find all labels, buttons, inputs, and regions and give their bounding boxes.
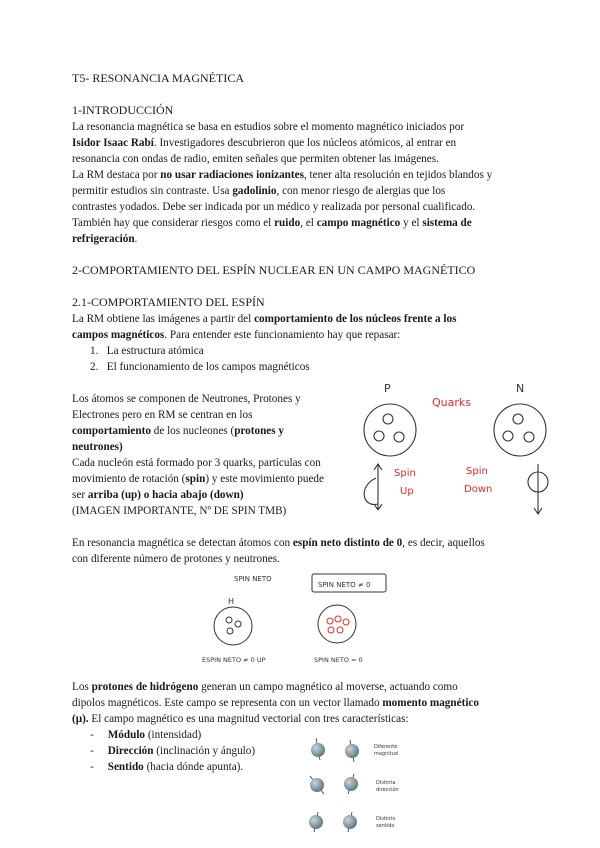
net-spin-line-1: En resonancia magnética se detectan átomos con espín neto distinto de 0, es decir, aquellos (72, 537, 485, 549)
spin-neto-bottom-right: SPIN NETO = 0 (314, 656, 363, 664)
spin-up-label-2: Up (400, 486, 414, 497)
dipole-ball (345, 744, 359, 758)
intro-line-2: Isidor Isaac Rabí. Investigadores descubrieron que los núcleos atómicos, al entrar en (72, 137, 457, 149)
atom-line-5: Cada nucleón está formado por 3 quarks, partículas con (72, 457, 321, 469)
characteristic-3: - Sentido (hacia dónde apunta). (90, 761, 244, 773)
hydrogen-line-3: (μ). El campo magnético es una magnitud vectorial con tres características: (72, 713, 409, 725)
atom-line-3: comportamiento de los nucleones (protones y (72, 425, 285, 437)
proton-label: P (384, 382, 391, 395)
section-2-1-heading: 2.1-COMPORTAMIENTO DEL ESPÍN (72, 295, 265, 309)
atom-line-1: Los átomos se componen de Neutrones, Protones y (72, 393, 301, 405)
vector-label-2a: Distinta (376, 780, 396, 786)
magnetic-vector-diagram (298, 738, 418, 838)
spin-line-1: La RM obtiene las imágenes a partir del comportamiento de los núcleos frente a los (72, 313, 457, 325)
nucleon-spin-sketch (348, 382, 568, 522)
proton-circle (364, 404, 416, 456)
hydrogen-label: H (228, 597, 235, 606)
dipole-ball (311, 743, 325, 757)
section-1-heading: 1-INTRODUCCIÓN (72, 103, 174, 117)
spin-down-label-2: Down (464, 484, 493, 495)
vector-label-2b: dirección (376, 787, 399, 793)
net-spin-line-2: con diferente número de protones y neutrones. (72, 553, 280, 565)
section-2-heading: 2-COMPORTAMIENTO DEL ESPÍN NUCLEAR EN UN CAMPO MAGNÉTICO (72, 263, 476, 277)
vector-label-3a: Distinto (376, 816, 396, 822)
intro-line-6: contrastes yodados. Debe ser indicada por un médico y realizada por personal cualificado. (72, 201, 476, 213)
characteristic-2: - Dirección (inclinación y ángulo) (90, 745, 256, 757)
dipole-ball (344, 777, 358, 791)
dipole-ball (343, 815, 357, 829)
intro-line-4: La RM destaca por no usar radiaciones ionizantes, tener alta resolución en tejidos blandos y (72, 169, 493, 181)
spin-line-2: campos magnéticos. Para entender este funcionamiento hay que repasar: (72, 329, 401, 341)
dipole-ball (309, 815, 323, 829)
atom-line-8: (IMAGEN IMPORTANTE, Nº DE SPIN TMB) (72, 505, 287, 517)
vector-label-1b: magnitud (374, 751, 398, 757)
intro-line-1: La resonancia magnética se basa en estudios sobre el momento magnético iniciados por (72, 121, 465, 133)
document-title: T5- RESONANCIA MAGNÉTICA (72, 71, 244, 85)
spin-up-label-1: Spin (394, 468, 416, 479)
atom-line-4: neutrones) (72, 441, 123, 453)
spin-neto-top-left: SPIN NETO (234, 575, 272, 583)
hydrogen-line-2: dipolos magnéticos. Este campo se representa con un vector llamado momento magnético (72, 697, 479, 709)
intro-line-7: También hay que considerar riesgos como el ruido, el campo magnético y el sistema de (72, 217, 472, 229)
quarks-label: Quarks (432, 396, 471, 409)
atom-line-2: Electrones pero en RM se centran en los (72, 409, 253, 421)
intro-line-5: permitir estudios sin contraste. Usa gadolinio, con menor riesgo de alergias que los (72, 185, 446, 197)
spin-neto-top-right: SPIN NETO ≠ 0 (318, 581, 371, 589)
hydrogen-line-1: Los protones de hidrógeno generan un campo magnético al moverse, actuando como (72, 681, 458, 693)
net-spin-sketch (200, 568, 400, 670)
atom-line-6: movimiento de rotación (spin) y este movimiento puede (72, 473, 324, 485)
list-item-1: 1. La estructura atómica (90, 345, 204, 357)
intro-line-3: resonancia con ondas de radio, emiten señales que permiten obtener las imágenes. (72, 153, 439, 165)
spin-down-label-1: Spin (466, 466, 488, 477)
neutron-circle (494, 404, 546, 456)
neutron-label: N (516, 382, 525, 395)
dipole-ball (310, 778, 324, 792)
characteristic-1: - Módulo (intensidad) (90, 729, 202, 741)
list-item-2: 2. El funcionamiento de los campos magnéticos (90, 361, 310, 373)
intro-line-8: refrigeración. (72, 233, 138, 245)
spin-neto-bottom-left: ESPIN NETO ≠ 0 UP (202, 656, 266, 664)
vector-label-1a: Diferente (374, 744, 398, 750)
vector-label-3b: sentido (376, 823, 395, 829)
atom-line-7: ser arriba (up) o hacia abajo (down) (72, 489, 244, 501)
